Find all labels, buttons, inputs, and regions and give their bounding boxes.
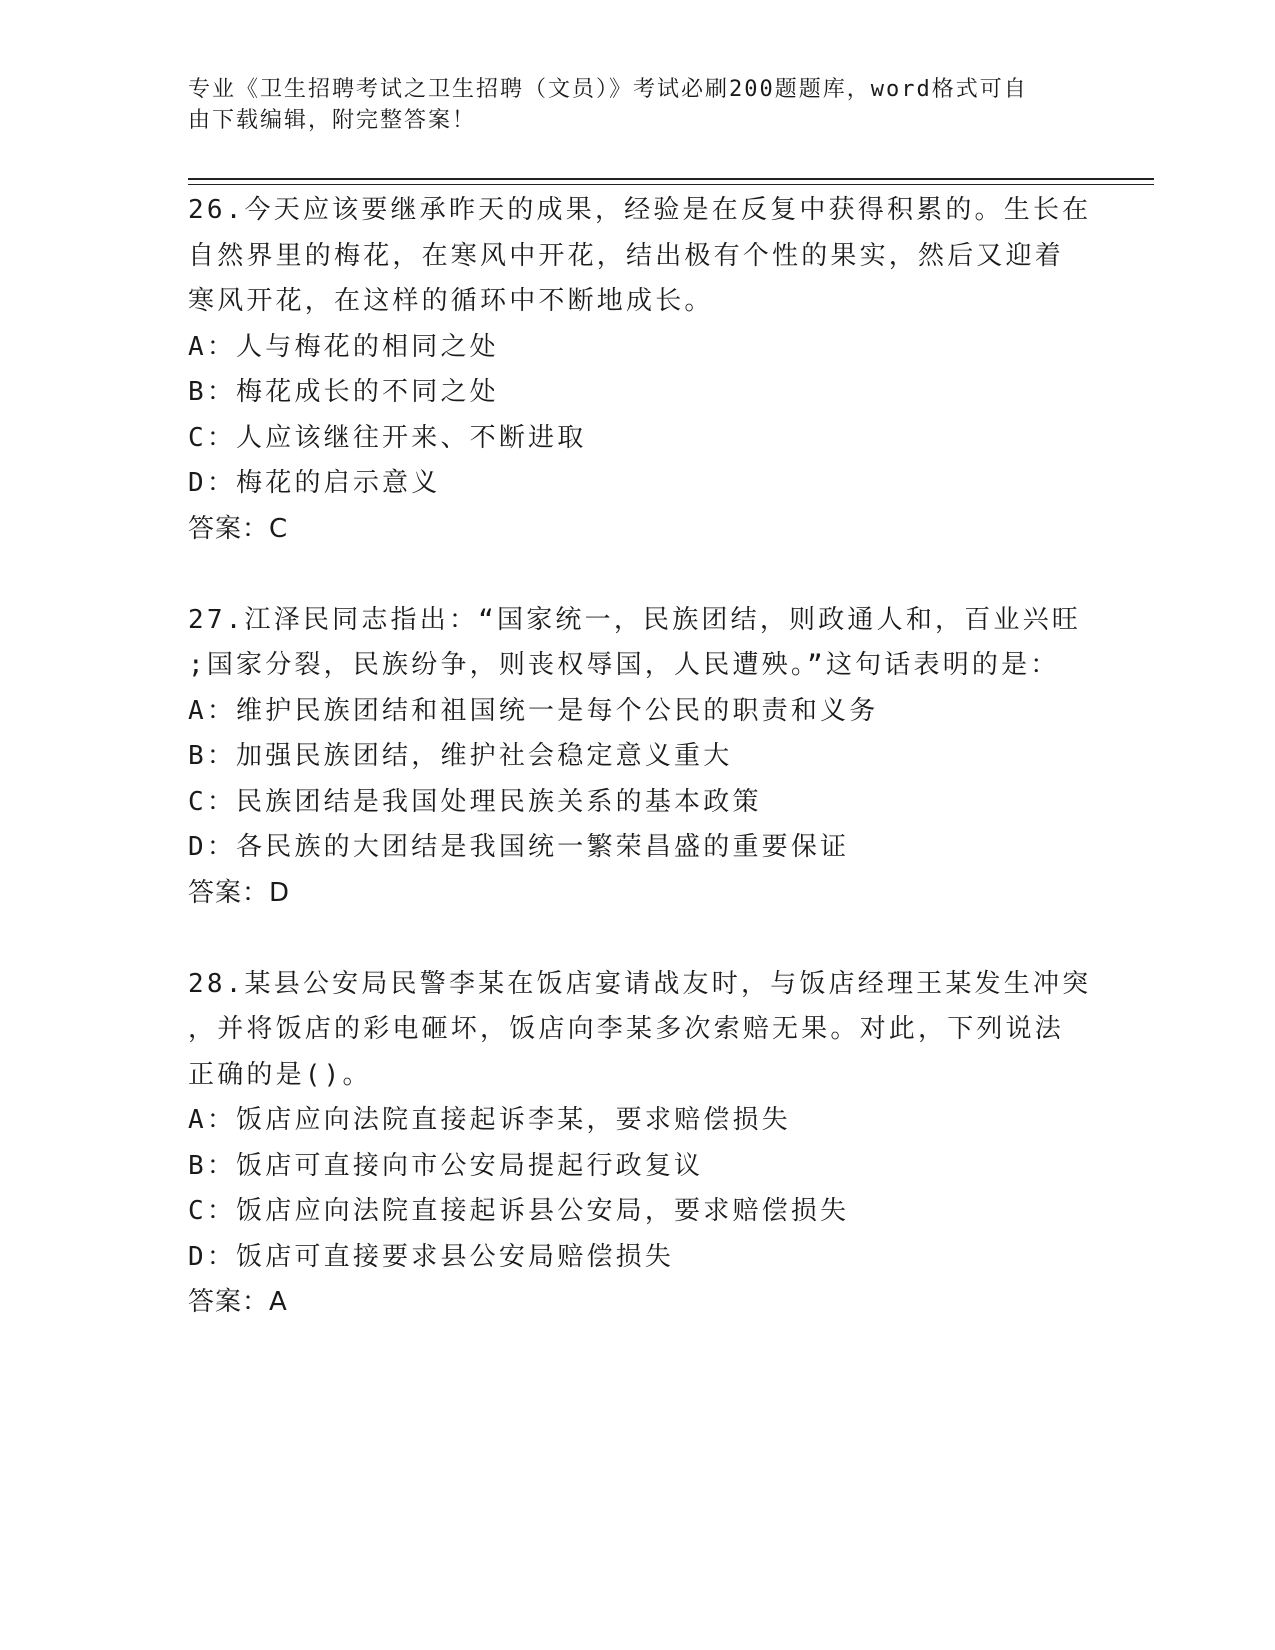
question-stem-line: 28.某县公安局民警李某在饭店宴请战友时，与饭店经理王某发生冲突: [188, 968, 1092, 999]
question-stem-line: 正确的是()。: [188, 1059, 372, 1090]
question-stem-line: ，并将饭店的彩电砸坏，饭店向李某多次索赔无果。对此，下列说法: [188, 1014, 1065, 1044]
document-header: [188, 74, 1068, 136]
option-d: D：梅花的启示意义: [188, 468, 441, 498]
question-spacer: [188, 916, 1088, 962]
option-a: A：饭店应向法院直接起诉李某，要求赔偿损失: [188, 1105, 791, 1135]
option-c: C：民族团结是我国处理民族关系的基本政策: [188, 786, 762, 817]
option-d: D：各民族的大团结是我国统一繁荣昌盛的重要保证: [188, 832, 850, 862]
question-stem-line: 寒风开花，在这样的循环中不断地成长。: [188, 286, 714, 316]
question-stem-line: ;国家分裂，民族纷争，则丧权辱国，人民遭殃。”这句话表明的是：: [188, 650, 1060, 680]
question-26: [188, 188, 1092, 552]
question-27: [188, 598, 1088, 917]
question-28: [188, 962, 1092, 1326]
option-a: A：人与梅花的相同之处: [188, 331, 499, 362]
option-d: D：饭店可直接要求县公安局赔偿损失: [188, 1241, 675, 1272]
question-stem-line: 27.江泽民同志指出：“国家统一，民族团结，则政通人和，百业兴旺: [188, 604, 1082, 635]
option-c: C：饭店应向法院直接起诉县公安局，要求赔偿损失: [188, 1196, 850, 1226]
option-b: B：加强民族团结，维护社会稳定意义重大: [188, 741, 733, 771]
answer-line: 答案：D: [188, 877, 291, 908]
question-stem-line: 自然界里的梅花，在寒风中开花，结出极有个性的果实，然后又迎着: [188, 240, 1065, 271]
header-divider-thick: [188, 178, 1154, 180]
answer-line: 答案：A: [188, 1287, 288, 1317]
option-c: C：人应该继往开来、不断进取: [188, 422, 587, 453]
option-a: A：维护民族团结和祖国统一是每个公民的职责和义务: [188, 695, 879, 726]
option-b: B：饭店可直接向市公安局提起行政复议: [188, 1150, 704, 1181]
question-stem-line: 26.今天应该要继承昨天的成果，经验是在反复中获得积累的。生长在: [188, 195, 1092, 225]
header-line: 由下载编辑，附完整答案！: [188, 108, 477, 133]
question-list: [188, 188, 1092, 1326]
answer-line: 答案：C: [188, 513, 289, 544]
option-b: B：梅花成长的不同之处: [188, 377, 499, 407]
header-divider-thin: [188, 184, 1154, 185]
question-spacer: [188, 552, 1088, 598]
header-line: 专业《卫生招聘考试之卫生招聘（文员）》考试必刷200题题库，word格式可自: [188, 77, 1028, 102]
